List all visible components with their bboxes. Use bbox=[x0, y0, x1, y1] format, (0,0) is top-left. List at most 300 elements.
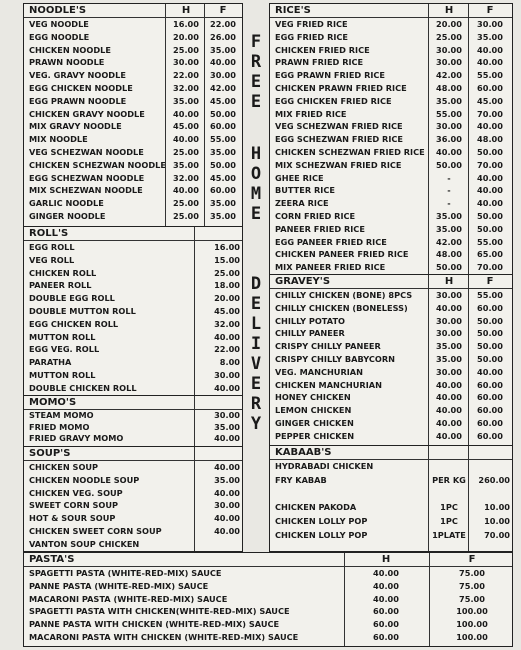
item-name: GINGER NOODLE bbox=[29, 211, 106, 221]
item-name: VEG. GRAVY NOODLE bbox=[29, 70, 126, 81]
item-name: MIX FRIED RICE bbox=[275, 108, 347, 119]
kababs-header bbox=[270, 447, 512, 459]
item-name: PARATHA bbox=[29, 357, 72, 368]
kababs-item bbox=[270, 460, 512, 474]
graveys-title: GRAVEY'S bbox=[275, 276, 331, 287]
price-h: 30.00 bbox=[436, 328, 462, 339]
price-f: 40.00 bbox=[477, 366, 503, 377]
column-h-label: H bbox=[444, 5, 454, 16]
price-f: 55.00 bbox=[477, 70, 503, 81]
price-f: 30.00 bbox=[210, 70, 236, 81]
price-h: 35.00 bbox=[214, 421, 240, 432]
banner-letter: R bbox=[250, 394, 262, 414]
column-f-label: F bbox=[486, 5, 494, 16]
item-name: VEG. MANCHURIAN bbox=[275, 366, 363, 377]
rices-item bbox=[270, 108, 512, 121]
item-name: CRISPY CHILLY BABYCORN bbox=[275, 354, 396, 364]
item-name: MUTTON ROLL bbox=[29, 370, 96, 380]
price-h: 36.00 bbox=[436, 134, 462, 145]
pastas-item bbox=[24, 631, 512, 644]
rices-item bbox=[270, 261, 512, 274]
price-h: 30.00 bbox=[436, 44, 462, 55]
price-h: 40.00 bbox=[436, 392, 462, 403]
column-divider bbox=[428, 446, 429, 551]
price-f: 70.00 bbox=[477, 262, 503, 273]
item-name: EGG SCHEZWAN NOODLE bbox=[29, 172, 145, 183]
price-h: 45.00 bbox=[173, 121, 199, 132]
price-h: 25.00 bbox=[214, 267, 240, 278]
rices-item bbox=[270, 236, 512, 249]
price-h: PER KG bbox=[432, 474, 466, 485]
item-name: MACARONI PASTA (WHITE-RED-MIX) SAUCE bbox=[29, 593, 228, 604]
price-h: 40.00 bbox=[436, 302, 462, 313]
item-name: HYDRABADI CHICKEN bbox=[275, 461, 374, 471]
price-f: 42.00 bbox=[210, 83, 236, 93]
item-name: CHICKEN PANEER FRIED RICE bbox=[275, 249, 409, 260]
item-name: LEMON CHICKEN bbox=[275, 405, 352, 416]
graveys-item bbox=[270, 353, 512, 366]
price-f: 70.00 bbox=[477, 108, 503, 119]
banner-letter: E bbox=[250, 72, 262, 92]
price-f: 100.00 bbox=[456, 606, 488, 617]
soups-header bbox=[24, 448, 242, 460]
price-h: 40.00 bbox=[173, 134, 199, 145]
rolls-item bbox=[24, 254, 242, 267]
graveys-item bbox=[270, 366, 512, 379]
price-f: 48.00 bbox=[477, 134, 503, 145]
price-h: 30.00 bbox=[436, 57, 462, 68]
price-h: 20.00 bbox=[214, 293, 240, 304]
noodles-item bbox=[24, 18, 242, 31]
price-h: 40.00 bbox=[373, 593, 399, 604]
price-h: 30.00 bbox=[436, 366, 462, 377]
price-f: 75.00 bbox=[459, 580, 485, 591]
noodles-item bbox=[24, 146, 242, 159]
item-name: CHICKEN PAKODA bbox=[275, 502, 357, 513]
price-f: 45.00 bbox=[477, 95, 503, 106]
rices-item bbox=[270, 210, 512, 223]
column-divider bbox=[204, 4, 205, 226]
price-h: 40.00 bbox=[436, 430, 462, 441]
item-name: EGG VEG. ROLL bbox=[29, 344, 100, 355]
banner-letter: I bbox=[250, 334, 262, 354]
rices-item bbox=[270, 172, 512, 185]
price-f: 40.00 bbox=[477, 57, 503, 68]
column-f-label: F bbox=[486, 276, 494, 287]
column-h-label: H bbox=[181, 5, 191, 16]
price-f: 40.00 bbox=[477, 121, 503, 132]
item-name: HOT & SOUR SOUP bbox=[29, 513, 116, 524]
price-f: 260.00 bbox=[478, 474, 510, 485]
item-name: MIX GRAVY NOODLE bbox=[29, 121, 122, 132]
noodles-item bbox=[24, 184, 242, 197]
price-h: 30.00 bbox=[436, 315, 462, 326]
price-f: 45.00 bbox=[210, 95, 236, 106]
item-name: ZEERA RICE bbox=[275, 198, 329, 209]
column-divider bbox=[344, 553, 345, 646]
price-f: 55.00 bbox=[210, 134, 236, 145]
item-name: CHICKEN NOODLE bbox=[29, 44, 111, 55]
item-name: CHICKEN FRIED RICE bbox=[275, 44, 370, 55]
noodles-item bbox=[24, 44, 242, 57]
pastas-section bbox=[23, 552, 513, 647]
item-name: SPAGETTI PASTA WITH CHICKEN(WHITE-RED-MIX) SAUCE bbox=[29, 606, 290, 617]
price-f: 22.00 bbox=[210, 19, 236, 29]
item-name: CHICKEN MANCHURIAN bbox=[275, 379, 382, 390]
item-name: CHILLY CHICKEN (BONE) 8PCS bbox=[275, 290, 413, 300]
price-h: 20.00 bbox=[436, 19, 462, 29]
item-name: PRAWN FRIED RICE bbox=[275, 57, 364, 68]
item-name: GINGER CHICKEN bbox=[275, 418, 354, 428]
noodles-item bbox=[24, 95, 242, 108]
price-f: 60.00 bbox=[477, 83, 503, 93]
rolls-title: ROLL'S bbox=[29, 228, 69, 239]
price-f: 60.00 bbox=[477, 430, 503, 441]
banner-letter: E bbox=[250, 374, 262, 394]
kababs-item bbox=[270, 515, 512, 529]
banner-letter: F bbox=[250, 32, 262, 52]
banner-letter: L bbox=[250, 314, 262, 334]
item-name: PANEER FRIED RICE bbox=[275, 223, 365, 234]
price-h: 16.00 bbox=[214, 242, 240, 252]
rolls-item bbox=[24, 279, 242, 292]
column-divider bbox=[468, 446, 469, 551]
rices-section bbox=[269, 3, 513, 275]
noodles-section bbox=[23, 3, 243, 227]
price-h: 25.00 bbox=[436, 31, 462, 42]
kababs-item bbox=[270, 501, 512, 515]
graveys-header bbox=[270, 276, 512, 288]
price-h: 20.00 bbox=[173, 31, 199, 42]
soups-section bbox=[23, 446, 243, 552]
price-h: 40.00 bbox=[173, 185, 199, 196]
rolls-item bbox=[24, 318, 242, 331]
price-f: 40.00 bbox=[477, 44, 503, 55]
price-f: 35.00 bbox=[210, 211, 236, 221]
column-divider bbox=[165, 4, 166, 226]
item-name: EGG CHICKEN NOODLE bbox=[29, 83, 133, 93]
item-name: CHILLY CHICKEN (BONELESS) bbox=[275, 302, 408, 313]
item-name: DOUBLE MUTTON ROLL bbox=[29, 306, 136, 316]
price-h: - bbox=[447, 185, 451, 196]
item-name: FRIED MOMO bbox=[29, 421, 90, 432]
pastas-item bbox=[24, 593, 512, 606]
banner-letter: E bbox=[250, 294, 262, 314]
column-h-label: H bbox=[381, 554, 391, 565]
price-h: 40.00 bbox=[214, 462, 240, 472]
noodles-item bbox=[24, 56, 242, 69]
graveys-item bbox=[270, 302, 512, 315]
price-f: 35.00 bbox=[477, 31, 503, 42]
price-h: 32.00 bbox=[173, 83, 199, 93]
item-name: EGG PANEER FRIED RICE bbox=[275, 236, 387, 247]
price-h: 30.00 bbox=[436, 121, 462, 132]
price-f: 70.00 bbox=[484, 530, 510, 540]
price-h: 22.00 bbox=[214, 344, 240, 355]
item-name: CRISPY CHILLY PANEER bbox=[275, 341, 381, 352]
rices-item bbox=[270, 56, 512, 69]
price-f: 40.00 bbox=[210, 57, 236, 68]
soups-item bbox=[24, 461, 242, 474]
price-h: 1PC bbox=[440, 516, 458, 527]
item-name: GHEE RICE bbox=[275, 172, 324, 183]
momos-header bbox=[24, 397, 242, 409]
rolls-item bbox=[24, 369, 242, 382]
price-h: 40.00 bbox=[436, 405, 462, 416]
pastas-header bbox=[24, 554, 512, 566]
rices-item bbox=[270, 31, 512, 44]
item-name: CHICKEN VEG. SOUP bbox=[29, 487, 123, 498]
price-h: 40.00 bbox=[373, 568, 399, 578]
rolls-item bbox=[24, 241, 242, 254]
price-f: 100.00 bbox=[456, 632, 488, 642]
price-h: 60.00 bbox=[373, 632, 399, 642]
price-f: 60.00 bbox=[477, 392, 503, 403]
noodles-header bbox=[24, 5, 242, 17]
item-name: CHILLY PANEER bbox=[275, 328, 345, 339]
item-name: FRY KABAB bbox=[275, 474, 327, 485]
column-divider bbox=[194, 447, 195, 551]
momos-item bbox=[24, 433, 242, 445]
rices-title: RICE'S bbox=[275, 5, 311, 16]
price-h: 40.00 bbox=[214, 331, 240, 342]
item-name: EGG NOODLE bbox=[29, 31, 90, 42]
price-h: 25.00 bbox=[173, 44, 199, 55]
column-divider bbox=[429, 553, 430, 646]
banner-letter: Y bbox=[250, 414, 262, 434]
price-h: 35.00 bbox=[436, 95, 462, 106]
item-name: DOUBLE EGG ROLL bbox=[29, 293, 115, 304]
price-h: 32.00 bbox=[214, 318, 240, 329]
rices-item bbox=[270, 18, 512, 31]
banner-letter: V bbox=[250, 354, 262, 374]
price-h: 45.00 bbox=[214, 306, 240, 316]
price-h: 30.00 bbox=[214, 370, 240, 380]
item-name: STEAM MOMO bbox=[29, 410, 94, 420]
price-f: 50.00 bbox=[477, 223, 503, 234]
rolls-item bbox=[24, 382, 242, 395]
price-f: 26.00 bbox=[210, 31, 236, 42]
rices-item bbox=[270, 69, 512, 82]
price-h: 42.00 bbox=[436, 236, 462, 247]
item-name: EGG ROLL bbox=[29, 242, 75, 252]
rolls-item bbox=[24, 343, 242, 356]
noodles-item bbox=[24, 108, 242, 121]
price-f: 50.00 bbox=[210, 108, 236, 119]
price-h: 35.00 bbox=[436, 211, 462, 221]
noodles-item bbox=[24, 159, 242, 172]
item-name: GARLIC NOODLE bbox=[29, 198, 104, 209]
rices-item bbox=[270, 146, 512, 159]
rices-item bbox=[270, 159, 512, 172]
rolls-header bbox=[24, 228, 242, 240]
price-f: 55.00 bbox=[477, 290, 503, 300]
item-name: EGG SCHEZWAN FRIED RICE bbox=[275, 134, 404, 145]
graveys-item bbox=[270, 340, 512, 353]
price-h: 60.00 bbox=[373, 606, 399, 617]
price-f: 40.00 bbox=[477, 198, 503, 209]
item-name: EGG CHICKEN FRIED RICE bbox=[275, 95, 392, 106]
item-name: VEG NOODLE bbox=[29, 19, 89, 29]
item-name: HONEY CHICKEN bbox=[275, 392, 351, 403]
price-f: 35.00 bbox=[210, 198, 236, 209]
price-h: 8.00 bbox=[219, 357, 240, 368]
price-f: 50.00 bbox=[210, 159, 236, 170]
banner-letter: E bbox=[250, 204, 262, 224]
momos-title: MOMO'S bbox=[29, 397, 77, 408]
item-name: CHICKEN LOLLY POP bbox=[275, 516, 368, 527]
item-name: CHICKEN LOLLY POP bbox=[275, 530, 368, 540]
banner-letter: O bbox=[250, 164, 262, 184]
price-h: 40.00 bbox=[173, 108, 199, 119]
price-f: 50.00 bbox=[477, 328, 503, 339]
price-h: 16.00 bbox=[173, 19, 199, 29]
soups-item bbox=[24, 538, 242, 551]
item-name: CHICKEN ROLL bbox=[29, 267, 97, 278]
item-name: CHICKEN SCHEZWAN NOODLE bbox=[29, 159, 166, 170]
price-h: 30.00 bbox=[214, 500, 240, 511]
rolls-item bbox=[24, 305, 242, 318]
rices-item bbox=[270, 133, 512, 146]
price-h: 35.00 bbox=[436, 341, 462, 352]
item-name: VEG SCHEZWAN FRIED RICE bbox=[275, 121, 403, 132]
graveys-section bbox=[269, 274, 513, 446]
price-h: 40.00 bbox=[373, 580, 399, 591]
price-h: 25.00 bbox=[173, 211, 199, 221]
column-divider bbox=[428, 275, 429, 445]
banner-letter: R bbox=[250, 52, 262, 72]
item-name: MACARONI PASTA WITH CHICKEN (WHITE-RED-MIX) SAUCE bbox=[29, 632, 299, 642]
price-h: 40.00 bbox=[436, 418, 462, 428]
rolls-section bbox=[23, 226, 243, 396]
rices-item bbox=[270, 223, 512, 236]
item-name: VANTON SOUP CHICKEN bbox=[29, 538, 140, 549]
pastas-item bbox=[24, 605, 512, 618]
banner-letter: D bbox=[250, 274, 262, 294]
item-name: MIX SCHEZWAN FRIED RICE bbox=[275, 159, 402, 170]
graveys-item bbox=[270, 430, 512, 443]
rices-item bbox=[270, 197, 512, 210]
price-h: 32.00 bbox=[173, 172, 199, 183]
rices-item bbox=[270, 95, 512, 108]
item-name: PRAWN NOODLE bbox=[29, 57, 105, 68]
noodles-item bbox=[24, 82, 242, 95]
price-h: 35.00 bbox=[173, 159, 199, 170]
item-name: MIX SCHEZWAN NOODLE bbox=[29, 185, 143, 196]
price-f: 50.00 bbox=[477, 341, 503, 352]
noodles-item bbox=[24, 133, 242, 146]
price-f: 65.00 bbox=[477, 249, 503, 260]
price-h: 35.00 bbox=[436, 354, 462, 364]
rices-item bbox=[270, 82, 512, 95]
noodles-item bbox=[24, 210, 242, 223]
column-divider bbox=[194, 396, 195, 446]
item-name: BUTTER RICE bbox=[275, 185, 335, 196]
kababs-title: KABAAB'S bbox=[275, 447, 332, 458]
price-h: 55.00 bbox=[436, 108, 462, 119]
item-name: MIX PANEER FRIED RICE bbox=[275, 262, 386, 273]
noodles-item bbox=[24, 69, 242, 82]
momos-item bbox=[24, 422, 242, 434]
price-f: 35.00 bbox=[210, 147, 236, 157]
price-h: 15.00 bbox=[214, 254, 240, 265]
soups-item bbox=[24, 487, 242, 500]
banner-letter: M bbox=[250, 184, 262, 204]
momos-section bbox=[23, 395, 243, 447]
price-h: 40.00 bbox=[436, 147, 462, 157]
pastas-item bbox=[24, 567, 512, 580]
price-h: 48.00 bbox=[436, 83, 462, 93]
graveys-item bbox=[270, 404, 512, 417]
price-f: 70.00 bbox=[477, 159, 503, 170]
momos-item bbox=[24, 410, 242, 422]
rices-header bbox=[270, 5, 512, 17]
item-name: DOUBLE CHICKEN ROLL bbox=[29, 382, 137, 393]
column-f-label: F bbox=[468, 554, 476, 565]
price-f: 60.00 bbox=[210, 121, 236, 132]
rolls-item bbox=[24, 292, 242, 305]
price-h: 42.00 bbox=[436, 70, 462, 81]
column-divider bbox=[468, 4, 469, 274]
kababs-section bbox=[269, 445, 513, 552]
item-name: VEG SCHEZWAN NOODLE bbox=[29, 147, 144, 157]
pastas-item bbox=[24, 618, 512, 631]
price-f: 50.00 bbox=[477, 147, 503, 157]
price-f: 50.00 bbox=[477, 354, 503, 364]
price-f: 40.00 bbox=[477, 172, 503, 183]
item-name: CHICKEN NOODLE SOUP bbox=[29, 474, 140, 485]
item-name: EGG PRAWN FRIED RICE bbox=[275, 70, 386, 81]
item-name: FRIED GRAVY MOMO bbox=[29, 433, 124, 443]
item-name: CHICKEN SOUP bbox=[29, 462, 99, 472]
pastas-item bbox=[24, 580, 512, 593]
price-f: 30.00 bbox=[477, 19, 503, 29]
price-f: 60.00 bbox=[477, 379, 503, 390]
soups-title: SOUP'S bbox=[29, 448, 71, 459]
rolls-item bbox=[24, 356, 242, 369]
column-h-label: H bbox=[444, 276, 454, 287]
kababs-item bbox=[270, 529, 512, 543]
item-name: PANNE PASTA WITH CHICKEN (WHITE-RED-MIX) SAUCE bbox=[29, 619, 280, 630]
price-f: 60.00 bbox=[477, 302, 503, 313]
price-h: 40.00 bbox=[214, 382, 240, 393]
rices-item bbox=[270, 184, 512, 197]
price-f: 75.00 bbox=[459, 593, 485, 604]
item-name: PEPPER CHICKEN bbox=[275, 430, 355, 441]
price-h: 18.00 bbox=[214, 280, 240, 291]
graveys-item bbox=[270, 315, 512, 328]
column-f-label: F bbox=[219, 5, 227, 16]
price-f: 50.00 bbox=[477, 211, 503, 221]
price-h: 50.00 bbox=[436, 262, 462, 273]
item-name: VEG ROLL bbox=[29, 254, 75, 265]
noodles-item bbox=[24, 31, 242, 44]
price-f: 10.00 bbox=[484, 516, 510, 527]
pastas-title: PASTA'S bbox=[29, 554, 75, 565]
price-f: 60.00 bbox=[477, 418, 503, 428]
price-f: 10.00 bbox=[484, 502, 510, 513]
soups-item bbox=[24, 474, 242, 487]
item-name: CHICKEN SWEET CORN SOUP bbox=[29, 526, 162, 536]
price-h: 60.00 bbox=[373, 619, 399, 630]
price-h: 1PLATE bbox=[432, 530, 466, 540]
item-name: CHICKEN SCHEZWAN FRIED RICE bbox=[275, 147, 425, 157]
price-h: 40.00 bbox=[214, 526, 240, 536]
noodles-title: NOODLE'S bbox=[29, 5, 87, 16]
rices-item bbox=[270, 44, 512, 57]
price-h: 40.00 bbox=[214, 433, 240, 443]
price-h: 48.00 bbox=[436, 249, 462, 260]
